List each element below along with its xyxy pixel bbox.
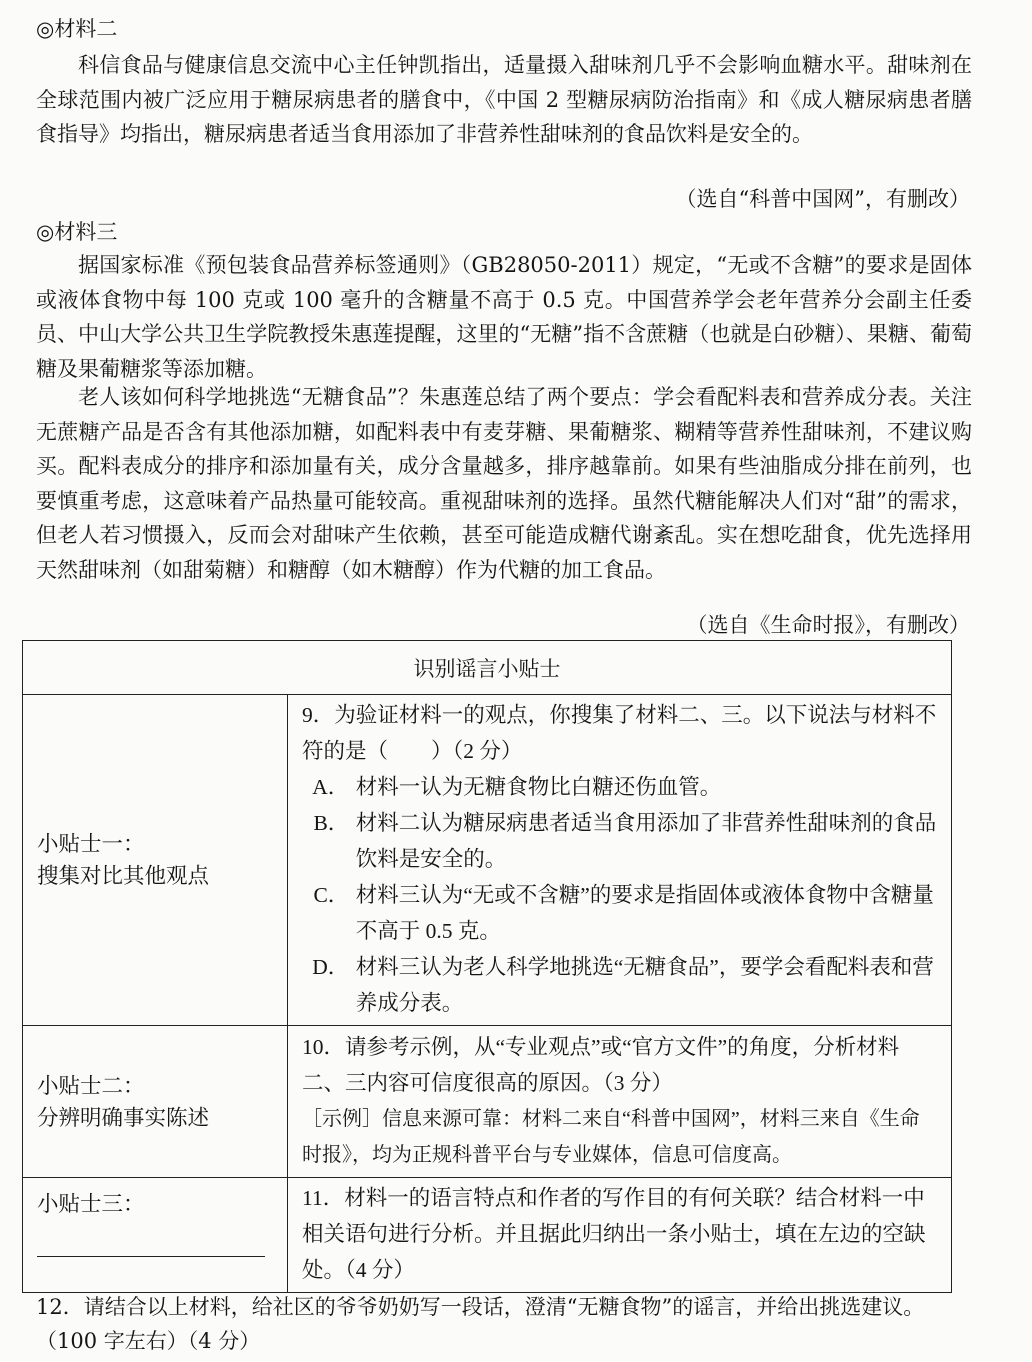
option-d-text: 材料三认为老人科学地挑选“无糖食品”，要学会看配料表和营养成分表。 xyxy=(355,955,934,1015)
material2-source: （选自“科普中国网”，有删改） xyxy=(675,187,970,211)
tip3-answer-blank[interactable] xyxy=(37,1220,265,1257)
option-b xyxy=(302,805,937,877)
option-a xyxy=(302,769,937,805)
material3-paragraph-1: 据国家标准《预包装食品营养标签通则》（GB28050-2011）规定，“无或不含糖”的要求是固体或液体食物中每 100 克或 100 毫升的含糖量不高于 0.5 克。中国营养学会老年营养分会副主任委员、中山大学公共卫生学院教授朱惠莲提醒，这里的“无糖”指不含蔗糖（也就是白砂糖）、果糖、葡萄糖及果葡糖浆等添加糖。 xyxy=(36,253,972,381)
option-c xyxy=(302,877,937,949)
question-9-cell xyxy=(288,695,952,1026)
tips-table-title: 识别谣言小贴士 xyxy=(23,641,952,695)
question-11-stem: 11．材料一的语言特点和作者的写作目的有何关联？结合材料一中相关语句进行分析。并且据此归纳出一条小贴士，填在左边的空缺处。（4 分） xyxy=(302,1186,926,1282)
option-d-letter: D． xyxy=(312,955,350,979)
option-d xyxy=(302,949,937,1021)
material2-text: 科信食品与健康信息交流中心主任钟凯指出，适量摄入甜味剂几乎不会影响血糖水平。甜味剂在全球范围内被广泛应用于糖尿病患者的膳食中，《中国 2 型糖尿病防治指南》和《成人糖尿病患者膳食指导》均指出，糖尿病患者适当食用添加了非营养性甜味剂的食品饮料是安全的。 xyxy=(36,53,972,146)
option-a-text: 材料一认为无糖食物比白糖还伤血管。 xyxy=(355,775,722,799)
question-10-cell xyxy=(288,1026,952,1178)
question-11-cell xyxy=(288,1178,952,1293)
tip1-label: 小贴士一： xyxy=(37,832,145,856)
option-a-letter: A． xyxy=(312,775,350,799)
material2-heading: ◎材料二 xyxy=(36,17,118,41)
option-b-letter: B． xyxy=(313,811,350,835)
question-12: 12．请结合以上材料，给社区的爷爷奶奶写一段话，澄清“无糖食物”的谣言，并给出挑选建议。（100 字左右）（4 分） xyxy=(36,1295,925,1353)
question-10-stem: 10．请参考示例，从“专业观点”或“官方文件”的角度，分析材料二、三内容可信度很高的原因。（3 分） xyxy=(302,1034,900,1095)
option-c-letter: C． xyxy=(313,883,350,907)
tip2-cell xyxy=(23,1026,288,1178)
material3-heading: ◎材料三 xyxy=(36,220,118,244)
tip3-label: 小贴士三： xyxy=(37,1192,145,1216)
tip2-text: 分辨明确事实陈述 xyxy=(37,1105,210,1130)
tip2-label: 小贴士二： xyxy=(37,1073,145,1098)
tip1-cell xyxy=(23,695,288,1026)
material3-paragraph-2: 老人该如何科学地挑选“无糖食品”？朱惠莲总结了两个要点：学会看配料表和营养成分表。关注无蔗糖产品是否含有其他添加糖，如配料表中有麦芽糖、果葡糖浆、糊精等营养性甜味剂，不建议购买。配料表成分的排序和添加量有关，成分含量越多，排序越靠前。如果有些油脂成分排在前列，也要慎重考虑，这意味着产品热量可能较高。重视甜味剂的选择。虽然代糖能解决人们对“甜”的需求，但老人若习惯摄入，反而会对甜味产生依赖，甚至可能造成糖代谢紊乱。实在想吃甜食，优先选择用天然甜味剂（如甜菊糖）和糖醇（如木糖醇）作为代糖的加工食品。 xyxy=(36,385,972,582)
rumor-tips-table xyxy=(22,640,952,1293)
question-9-stem: 9．为验证材料一的观点，你搜集了材料二、三。以下说法与材料不符的是（ ）（2 分） xyxy=(302,703,937,763)
tip3-cell xyxy=(23,1178,288,1293)
option-c-text: 材料三认为“无或不含糖”的要求是指固体或液体食物中含糖量不高于 0.5 克。 xyxy=(355,883,934,943)
option-b-text: 材料二认为糖尿病患者适当食用添加了非营养性甜味剂的食品饮料是安全的。 xyxy=(355,811,937,871)
question-10-example: ［示例］信息来源可靠：材料二来自“科普中国网”，材料三来自《生命时报》，均为正规科普平台与专业媒体，信息可信度高。 xyxy=(302,1107,920,1166)
tip1-text: 搜集对比其他观点 xyxy=(37,864,210,888)
material3-source: （选自《生命时报》，有删改） xyxy=(686,613,970,637)
